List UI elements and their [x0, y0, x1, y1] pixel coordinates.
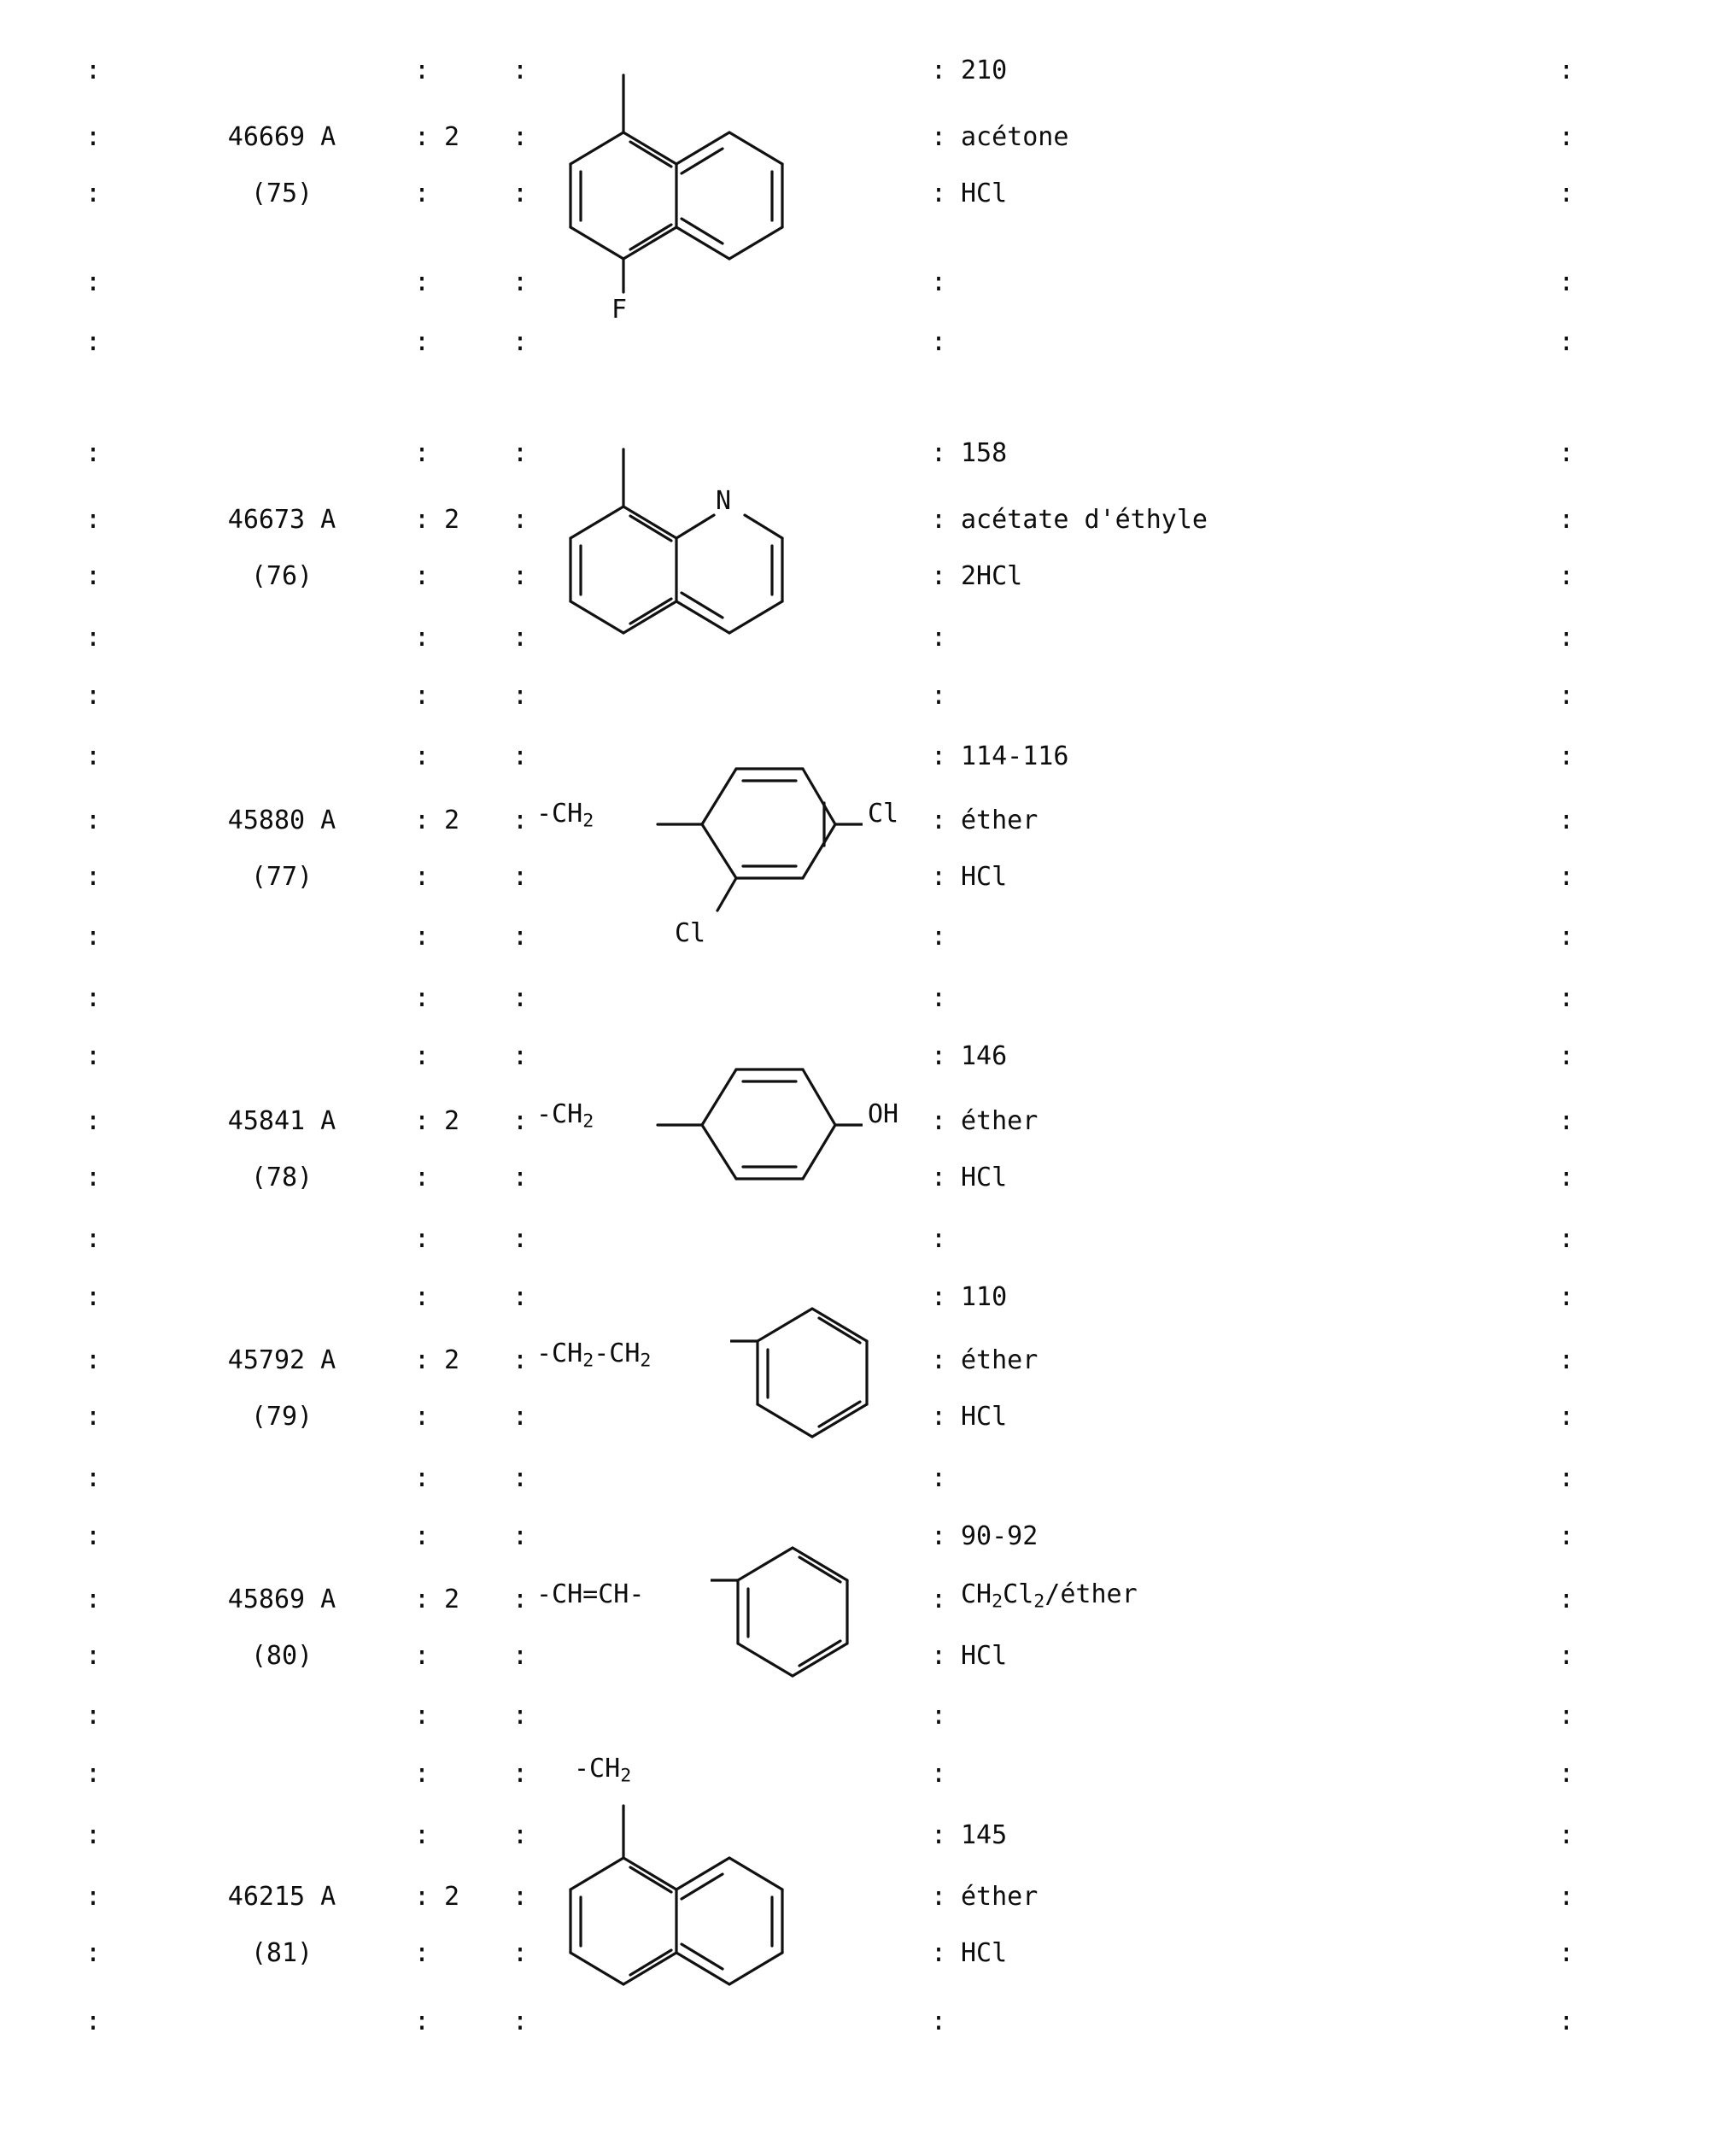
- row-colon-2: :: [414, 1820, 430, 1850]
- row-colon-2: :: [414, 505, 430, 535]
- row-colon-4: :: [931, 1585, 947, 1614]
- table-row: [0, 794, 1732, 847]
- row-colon-3: :: [512, 1224, 529, 1254]
- solvent: éther: [961, 806, 1039, 835]
- row-colon-right: :: [1559, 1463, 1575, 1493]
- row-colon-left: :: [85, 922, 102, 952]
- row-colon-right: :: [1559, 1701, 1575, 1731]
- row-colon-right: :: [1559, 1282, 1575, 1312]
- row-colon-right: :: [1559, 1402, 1575, 1432]
- row-colon-right: :: [1559, 561, 1575, 591]
- row-colon-3: :: [512, 862, 529, 892]
- compound-number: (75): [250, 179, 313, 208]
- atom-label-Cl-right: Cl: [868, 799, 899, 829]
- row-colon-2: :: [414, 1463, 430, 1493]
- row-colon-4: :: [931, 327, 947, 357]
- row-colon-right: :: [1559, 1759, 1575, 1789]
- substituent-label: $-CH_2$: [536, 1099, 594, 1133]
- n-value: 2: [444, 505, 460, 535]
- compound-number: (77): [250, 862, 313, 892]
- solvent: acétone: [961, 122, 1069, 152]
- melting-point: 114-116: [961, 741, 1069, 771]
- row-colon-left: :: [85, 122, 102, 152]
- row-colon-left: :: [85, 1585, 102, 1614]
- row-colon-left: :: [85, 1882, 102, 1912]
- row-colon-3: :: [512, 1641, 529, 1671]
- row-colon-2: :: [414, 1282, 430, 1312]
- row-colon-2: :: [414, 438, 430, 468]
- n-value: 2: [444, 806, 460, 835]
- row-colon-3: :: [512, 2007, 529, 2036]
- row-colon-right: :: [1559, 741, 1575, 771]
- row-colon-left: :: [85, 623, 102, 653]
- row-colon-right: :: [1559, 56, 1575, 85]
- row-colon-2: :: [414, 1641, 430, 1671]
- row-colon-3: :: [512, 1521, 529, 1551]
- row-colon-4: :: [931, 681, 947, 711]
- row-colon-right: :: [1559, 1106, 1575, 1136]
- row-colon-left: :: [85, 1463, 102, 1493]
- salt-form: HCl: [961, 862, 1008, 892]
- table-row: [0, 1151, 1732, 1204]
- table-row: [0, 1213, 1732, 1266]
- compound-code: 46669 A: [227, 122, 336, 152]
- row-colon-2: :: [414, 1882, 430, 1912]
- row-colon-right: :: [1559, 2007, 1575, 2036]
- compound-number: (79): [250, 1402, 313, 1432]
- row-colon-left: :: [85, 267, 102, 297]
- row-colon-left: :: [85, 179, 102, 208]
- row-colon-3: :: [512, 1402, 529, 1432]
- row-colon-left: :: [85, 1345, 102, 1375]
- row-colon-left: :: [85, 1938, 102, 1968]
- row-colon-2: :: [414, 922, 430, 952]
- row-colon-4: :: [931, 1701, 947, 1731]
- row-colon-3: :: [512, 56, 529, 85]
- table-row: [0, 1748, 1732, 1801]
- table-row: [0, 972, 1732, 1025]
- row-colon-3: :: [512, 922, 529, 952]
- table-row: [0, 1927, 1732, 1980]
- structure-fluoro-naphthalenyl: [530, 60, 820, 342]
- melting-point: 110: [961, 1282, 1008, 1312]
- row-colon-right: :: [1559, 327, 1575, 357]
- row-colon-left: :: [85, 1759, 102, 1789]
- row-colon-3: :: [512, 122, 529, 152]
- row-colon-2: :: [414, 1345, 430, 1375]
- row-colon-4: :: [931, 56, 947, 85]
- row-colon-4: :: [931, 983, 947, 1013]
- row-colon-left: :: [85, 505, 102, 535]
- salt-form: 2HCl: [961, 561, 1023, 591]
- melting-point: 210: [961, 56, 1008, 85]
- table-row: [0, 1809, 1732, 1862]
- row-colon-4: :: [931, 2007, 947, 2036]
- row-colon-left: :: [85, 438, 102, 468]
- compound-code: 46215 A: [227, 1882, 336, 1912]
- row-colon-3: :: [512, 623, 529, 653]
- salt-form: HCl: [961, 1402, 1008, 1432]
- compound-code: 45869 A: [227, 1585, 336, 1614]
- row-colon-left: :: [85, 1641, 102, 1671]
- row-colon-4: :: [931, 438, 947, 468]
- row-colon-right: :: [1559, 1521, 1575, 1551]
- solvent: éther: [961, 1882, 1039, 1912]
- structure-naphthalenyl: [530, 1785, 820, 2067]
- table-row: [0, 550, 1732, 603]
- row-colon-4: :: [931, 1106, 947, 1136]
- row-colon-4: :: [931, 122, 947, 152]
- atom-label-Cl-bottom: Cl: [675, 918, 706, 948]
- substituent-label: $-CH_2$: [536, 799, 594, 832]
- row-colon-right: :: [1559, 1585, 1575, 1614]
- row-colon-right: :: [1559, 983, 1575, 1013]
- row-colon-3: :: [512, 505, 529, 535]
- row-colon-2: :: [414, 862, 430, 892]
- row-colon-right: :: [1559, 1345, 1575, 1375]
- row-colon-2: :: [414, 122, 430, 152]
- structure-hydroxyphenyl: [649, 1044, 863, 1215]
- row-colon-4: :: [931, 1224, 947, 1254]
- row-colon-left: :: [85, 681, 102, 711]
- row-colon-2: :: [414, 1521, 430, 1551]
- row-colon-4: :: [931, 1641, 947, 1671]
- row-colon-2: :: [414, 267, 430, 297]
- row-colon-left: :: [85, 741, 102, 771]
- row-colon-3: :: [512, 1882, 529, 1912]
- table-row: [0, 670, 1732, 723]
- row-colon-3: :: [512, 1345, 529, 1375]
- compound-number: (81): [250, 1938, 313, 1968]
- melting-point: 158: [961, 438, 1008, 468]
- row-colon-right: :: [1559, 1224, 1575, 1254]
- substituent-label: $-CH_2$: [574, 1754, 632, 1787]
- row-colon-3: :: [512, 327, 529, 357]
- row-colon-2: :: [414, 806, 430, 835]
- row-colon-2: :: [414, 623, 430, 653]
- row-colon-4: :: [931, 1938, 947, 1968]
- row-colon-right: :: [1559, 1641, 1575, 1671]
- salt-form: HCl: [961, 179, 1008, 208]
- compound-code: 45792 A: [227, 1345, 336, 1375]
- solvent: éther: [961, 1106, 1039, 1136]
- structure-phenyl-vinyl: [711, 1519, 907, 1690]
- row-colon-right: :: [1559, 1938, 1575, 1968]
- melting-point: 90-92: [961, 1521, 1039, 1551]
- row-colon-4: :: [931, 561, 947, 591]
- row-colon-3: :: [512, 1106, 529, 1136]
- atom-label-F: F: [611, 295, 628, 325]
- table-row: [0, 851, 1732, 904]
- row-colon-3: :: [512, 1938, 529, 1968]
- row-colon-right: :: [1559, 862, 1575, 892]
- row-colon-4: :: [931, 1759, 947, 1789]
- row-colon-left: :: [85, 1521, 102, 1551]
- row-colon-3: :: [512, 179, 529, 208]
- salt-form: HCl: [961, 1641, 1008, 1671]
- row-colon-4: :: [931, 922, 947, 952]
- row-colon-2: :: [414, 681, 430, 711]
- row-colon-left: :: [85, 1106, 102, 1136]
- n-value: 2: [444, 122, 460, 152]
- melting-point: 146: [961, 1041, 1008, 1071]
- row-colon-3: :: [512, 1701, 529, 1731]
- row-colon-4: :: [931, 1345, 947, 1375]
- row-colon-left: :: [85, 1282, 102, 1312]
- row-colon-2: :: [414, 561, 430, 591]
- row-colon-4: :: [931, 1402, 947, 1432]
- row-colon-2: :: [414, 56, 430, 85]
- table-row: [0, 256, 1732, 309]
- n-value: 2: [444, 1106, 460, 1136]
- row-colon-left: :: [85, 1402, 102, 1432]
- compound-code: 45880 A: [227, 806, 336, 835]
- row-colon-4: :: [931, 1820, 947, 1850]
- atom-label-OH: OH: [868, 1099, 899, 1129]
- compound-number: (78): [250, 1163, 313, 1192]
- row-colon-4: :: [931, 1521, 947, 1551]
- row-colon-4: :: [931, 1163, 947, 1192]
- table-row: [0, 44, 1732, 97]
- row-colon-2: :: [414, 1938, 430, 1968]
- row-colon-2: :: [414, 1402, 430, 1432]
- row-colon-right: :: [1559, 1163, 1575, 1192]
- table-row: [0, 1995, 1732, 2048]
- row-colon-2: :: [414, 1759, 430, 1789]
- row-colon-right: :: [1559, 922, 1575, 952]
- table-row: [0, 1452, 1732, 1505]
- row-colon-4: :: [931, 806, 947, 835]
- row-colon-3: :: [512, 267, 529, 297]
- row-colon-3: :: [512, 1041, 529, 1071]
- row-colon-3: :: [512, 1163, 529, 1192]
- row-colon-4: :: [931, 267, 947, 297]
- row-colon-left: :: [85, 1163, 102, 1192]
- table-row: [0, 612, 1732, 665]
- atom-label-N: N: [716, 486, 732, 516]
- table-row: [0, 730, 1732, 783]
- row-colon-4: :: [931, 179, 947, 208]
- table-row: [0, 111, 1732, 164]
- melting-point: 145: [961, 1820, 1008, 1850]
- table-row: [0, 911, 1732, 964]
- row-colon-left: :: [85, 1701, 102, 1731]
- row-colon-3: :: [512, 806, 529, 835]
- row-colon-3: :: [512, 741, 529, 771]
- structure-phenyl-ethyl: [730, 1280, 927, 1450]
- row-colon-3: :: [512, 681, 529, 711]
- substituent-label: -CH=CH-: [536, 1579, 645, 1609]
- row-colon-left: :: [85, 1820, 102, 1850]
- row-colon-4: :: [931, 741, 947, 771]
- row-colon-2: :: [414, 983, 430, 1013]
- row-colon-left: :: [85, 56, 102, 85]
- row-colon-3: :: [512, 1585, 529, 1614]
- row-colon-left: :: [85, 806, 102, 835]
- row-colon-left: :: [85, 561, 102, 591]
- row-colon-2: :: [414, 1701, 430, 1731]
- table-row: [0, 1690, 1732, 1743]
- row-colon-right: :: [1559, 267, 1575, 297]
- row-colon-left: :: [85, 1224, 102, 1254]
- row-colon-2: :: [414, 1041, 430, 1071]
- table-row: [0, 1030, 1732, 1083]
- table-row: [0, 316, 1732, 369]
- row-colon-right: :: [1559, 623, 1575, 653]
- row-colon-4: :: [931, 623, 947, 653]
- table-row: [0, 1871, 1732, 1924]
- row-colon-4: :: [931, 1041, 947, 1071]
- row-colon-3: :: [512, 1463, 529, 1493]
- structure-dichlorophenyl: [649, 743, 863, 923]
- salt-form: HCl: [961, 1163, 1008, 1192]
- solvent: $CH_2Cl_2$/éther: [961, 1579, 1138, 1613]
- row-colon-3: :: [512, 561, 529, 591]
- n-value: 2: [444, 1882, 460, 1912]
- compound-number: (76): [250, 561, 313, 591]
- table-row: [0, 1095, 1732, 1148]
- row-colon-4: :: [931, 505, 947, 535]
- substituent-label: $-CH_2-CH_2$: [536, 1339, 652, 1372]
- row-colon-3: :: [512, 438, 529, 468]
- row-colon-4: :: [931, 1282, 947, 1312]
- row-colon-2: :: [414, 1106, 430, 1136]
- row-colon-left: :: [85, 1041, 102, 1071]
- row-colon-right: :: [1559, 1820, 1575, 1850]
- row-colon-right: :: [1559, 806, 1575, 835]
- row-colon-3: :: [512, 1759, 529, 1789]
- table-row: [0, 427, 1732, 480]
- row-colon-2: :: [414, 741, 430, 771]
- row-colon-4: :: [931, 1882, 947, 1912]
- compound-code: 46673 A: [227, 505, 336, 535]
- row-colon-left: :: [85, 2007, 102, 2036]
- row-colon-right: :: [1559, 1041, 1575, 1071]
- compound-code: 45841 A: [227, 1106, 336, 1136]
- row-colon-3: :: [512, 1282, 529, 1312]
- n-value: 2: [444, 1345, 460, 1375]
- row-colon-right: :: [1559, 505, 1575, 535]
- solvent: éther: [961, 1345, 1039, 1375]
- salt-form: HCl: [961, 1938, 1008, 1968]
- row-colon-2: :: [414, 1224, 430, 1254]
- row-colon-2: :: [414, 1585, 430, 1614]
- row-colon-right: :: [1559, 681, 1575, 711]
- row-colon-4: :: [931, 1463, 947, 1493]
- row-colon-right: :: [1559, 1882, 1575, 1912]
- row-colon-right: :: [1559, 122, 1575, 152]
- row-colon-3: :: [512, 1820, 529, 1850]
- solvent: acétate d'éthyle: [961, 505, 1208, 535]
- row-colon-2: :: [414, 179, 430, 208]
- row-colon-3: :: [512, 983, 529, 1013]
- row-colon-left: :: [85, 862, 102, 892]
- table-row: [0, 167, 1732, 220]
- row-colon-left: :: [85, 983, 102, 1013]
- row-colon-2: :: [414, 327, 430, 357]
- row-colon-2: :: [414, 1163, 430, 1192]
- table-row: [0, 494, 1732, 547]
- n-value: 2: [444, 1585, 460, 1614]
- compound-number: (80): [250, 1641, 313, 1671]
- row-colon-right: :: [1559, 438, 1575, 468]
- row-colon-left: :: [85, 327, 102, 357]
- row-colon-4: :: [931, 862, 947, 892]
- row-colon-2: :: [414, 2007, 430, 2036]
- row-colon-right: :: [1559, 179, 1575, 208]
- structure-quinolinyl: [530, 434, 820, 665]
